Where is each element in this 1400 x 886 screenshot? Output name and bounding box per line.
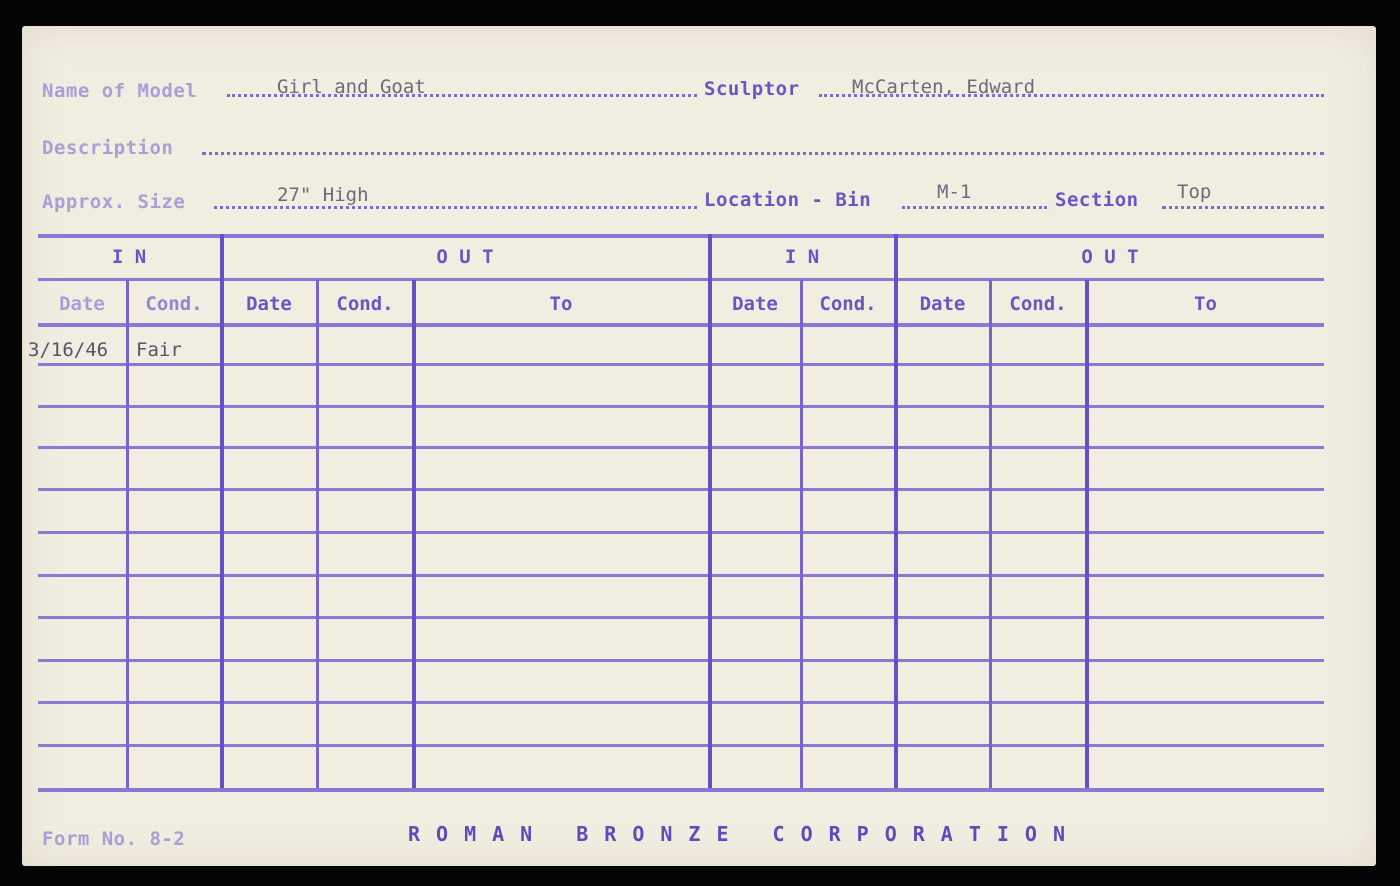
col-header-date: Date	[59, 293, 105, 315]
row-rule	[38, 701, 1324, 704]
group-header-in-2: I N	[784, 246, 820, 268]
column-divider	[412, 280, 416, 788]
group-header-out-1: O U T	[436, 246, 494, 268]
section-line	[1162, 206, 1324, 209]
row-rule	[38, 363, 1324, 366]
col-header-date: Date	[919, 293, 966, 315]
col-header-date: Date	[732, 293, 778, 315]
section-label: Section	[1055, 189, 1139, 211]
section-divider	[220, 234, 224, 788]
column-divider	[316, 280, 319, 788]
location-bin-label: Location - Bin	[704, 189, 872, 211]
col-header-date: Date	[246, 293, 292, 315]
row-rule	[38, 446, 1324, 449]
entry-condition: Fair	[136, 339, 182, 361]
entry-date: 3/16/46	[28, 339, 109, 361]
group-header-in-1: I N	[111, 246, 147, 268]
row-rule	[38, 744, 1324, 747]
row-rule	[38, 659, 1324, 662]
row-rule	[38, 531, 1324, 534]
group-header-out-2: O U T	[1081, 246, 1139, 268]
column-header-rule	[38, 323, 1324, 327]
location-bin-value: M-1	[937, 181, 972, 203]
row-rule	[38, 616, 1324, 619]
section-divider	[708, 234, 712, 788]
approx-size-line	[214, 206, 697, 209]
col-header-cond: Cond.	[336, 293, 394, 315]
row-rule	[38, 405, 1324, 408]
location-bin-line	[902, 206, 1047, 209]
column-divider	[989, 280, 992, 788]
record-card	[22, 26, 1376, 866]
group-header-rule	[38, 278, 1324, 281]
name-of-model-label: Name of Model	[42, 80, 198, 102]
col-header-to: To	[1194, 293, 1217, 315]
section-value: Top	[1177, 181, 1212, 203]
description-label: Description	[42, 137, 174, 159]
row-rule	[38, 574, 1324, 577]
column-divider	[800, 280, 803, 788]
table-bottom-rule	[38, 788, 1324, 792]
col-header-cond: Cond.	[819, 293, 877, 315]
company-name: ROMAN BRONZE CORPORATION	[408, 822, 1081, 846]
row-rule	[38, 488, 1324, 491]
sculptor-label: Sculptor	[704, 78, 800, 100]
col-header-cond: Cond.	[1009, 293, 1067, 315]
col-header-cond: Cond.	[145, 293, 203, 315]
sculptor-value: McCarten, Edward	[852, 76, 1036, 98]
form-number: Form No. 8-2	[42, 828, 186, 850]
column-divider	[1085, 280, 1089, 788]
section-divider	[894, 234, 898, 788]
description-line	[202, 152, 1324, 155]
column-divider	[126, 280, 129, 788]
approx-size-label: Approx. Size	[42, 191, 186, 213]
approx-size-value: 27" High	[277, 184, 369, 206]
col-header-to: To	[549, 293, 573, 315]
name-of-model-value: Girl and Goat	[277, 76, 426, 98]
table-top-rule	[38, 234, 1324, 238]
